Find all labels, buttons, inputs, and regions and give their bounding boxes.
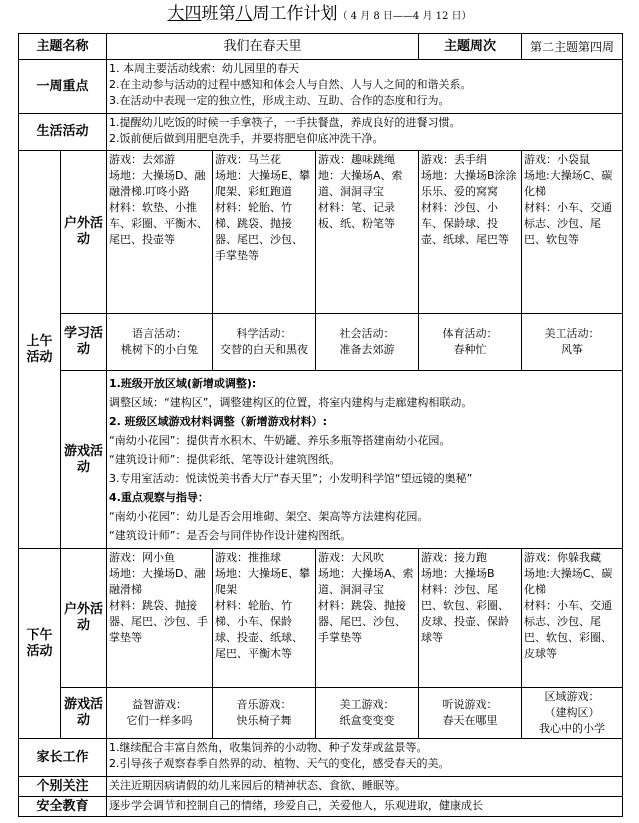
individual-row xyxy=(19,777,623,797)
morning-label: 上午活动 xyxy=(19,151,61,549)
game-type: 音乐游戏： xyxy=(236,698,292,711)
class-name: 大四 xyxy=(167,4,202,24)
week-number: 八 xyxy=(235,4,253,24)
activity-materials: 材料：跳袋、抛接器、尾巴、沙包、手掌垫等 xyxy=(109,599,209,644)
activity-materials: 材料：笔、记录板、纸、粉笔等 xyxy=(318,201,396,230)
theme-week-label: 主题周次 xyxy=(419,34,522,60)
study-type: 体育活动： xyxy=(442,327,498,340)
afternoon-outdoor-cell xyxy=(522,549,623,688)
morning-study-label: 学习活动 xyxy=(61,314,107,371)
activity-place: 场地：大操场B涂涂乐乐、爱的窝窝 xyxy=(421,169,517,198)
activity-game: 游戏：小袋鼠 xyxy=(524,153,591,166)
theme-week-value: 第二主题第四周 xyxy=(522,34,623,60)
activity-materials: 材料：轮胎、竹梯、跳袋、抛接器、尾巴、沙包、手掌垫等 xyxy=(215,201,304,262)
parents-line: 2.引导孩子观察春季自然界的动、植物、天气的变化，感受春天的美。 xyxy=(109,757,450,770)
morning-game-content xyxy=(107,371,623,549)
morning-outdoor-cell xyxy=(419,151,522,314)
afternoon-outdoor-cell xyxy=(419,549,522,688)
life-line: 1.提醒幼儿吃饭的时候一手拿筷子，一手扶餐盘，养成良好的进餐习惯。 xyxy=(109,116,461,129)
afternoon-game-cell xyxy=(213,688,316,739)
game-line: “南幼小花园”：幼儿是否会用堆砌、架空、架高等方法建构花园。 xyxy=(109,510,429,523)
safety-row xyxy=(19,797,623,817)
game-line: “建筑设计师”：提供彩纸、笔等设计建筑图纸。 xyxy=(109,453,341,466)
activity-materials: 材料：沙包、小车、保龄球、投壶、纸球、尾巴等 xyxy=(421,201,510,246)
game-title: 它们一样多吗 xyxy=(126,714,193,727)
game-line: 1.班级开放区域(新增或调整): xyxy=(109,377,257,390)
study-type: 语言活动： xyxy=(132,327,188,340)
activity-game: 游戏：接力跑 xyxy=(421,551,488,564)
date-range: （ 4 月 8 日——4 月 12 日） xyxy=(337,11,472,22)
life-label: 生活活动 xyxy=(19,114,107,151)
game-type: 益智游戏： xyxy=(132,698,188,711)
afternoon-game-cell xyxy=(522,688,623,739)
plan-title xyxy=(0,0,639,28)
afternoon-game-cell xyxy=(419,688,522,739)
parents-label: 家长工作 xyxy=(19,739,107,777)
game-title: 纸盒变变变 xyxy=(339,714,395,727)
safety-label: 安全教育 xyxy=(19,797,107,817)
life-line: 2.饭前便后做到用肥皂洗手，并要将肥皂仰底冲洗干净。 xyxy=(109,132,384,145)
activity-game: 游戏：大风吹 xyxy=(318,551,385,564)
individual-label: 个别关注 xyxy=(19,777,107,797)
study-type: 科学活动： xyxy=(236,327,292,340)
activity-materials: 材料：小车、交通标志、沙包、尾巴、软包等 xyxy=(524,201,613,246)
game-line: 4.重点观察与指导： xyxy=(109,491,209,504)
study-type: 美工活动： xyxy=(544,327,600,340)
morning-outdoor-row xyxy=(19,151,623,314)
study-title: 春种忙 xyxy=(453,343,487,356)
study-type: 社会活动： xyxy=(339,327,395,340)
afternoon-game-row xyxy=(19,688,623,739)
weekly-plan-table xyxy=(18,33,623,817)
afternoon-game-label: 游戏活动 xyxy=(61,688,107,739)
game-area: （建构区） xyxy=(544,706,600,719)
study-title: 交替的白天和黑夜 xyxy=(220,343,309,356)
parents-row xyxy=(19,739,623,777)
study-cell xyxy=(316,314,419,371)
game-type: 美工游戏： xyxy=(339,698,395,711)
activity-game: 游戏：马兰花 xyxy=(215,153,282,166)
morning-game-row xyxy=(19,371,623,549)
activity-materials: 材料：软垫、小推车、彩圈、平衡木、尾巴、投壶等 xyxy=(109,201,209,246)
game-type: 区域游戏： xyxy=(544,690,600,703)
activity-game: 游戏：趣味跳绳 xyxy=(318,153,396,166)
study-title: 桃树下的小白兔 xyxy=(121,343,199,356)
parents-content xyxy=(107,739,623,777)
morning-study-row xyxy=(19,314,623,371)
life-content xyxy=(107,114,623,151)
plan-word: 周工作计划 xyxy=(252,4,338,24)
focus-line: 3.在活动中表现一定的独立性，形成主动、互助、合作的态度和行为。 xyxy=(109,94,450,107)
class-word: 班第 xyxy=(201,4,236,24)
activity-place: 场地：大操场D、融融滑梯 xyxy=(109,567,206,596)
activity-place: 场地:大操场C、碳化梯 xyxy=(524,567,613,596)
parents-line: 1.继续配合丰富自然角，收集饲养的小动物、种子发芽或盆景等。 xyxy=(109,741,428,754)
individual-content: 关注近期因病请假的幼儿来园后的精神状态、食欲、睡眠等。 xyxy=(107,777,623,797)
study-title: 准备去郊游 xyxy=(339,343,395,356)
game-title: 快乐椅子舞 xyxy=(236,714,292,727)
afternoon-game-cell xyxy=(316,688,419,739)
focus-label: 一周重点 xyxy=(19,60,107,114)
activity-place: 场地：大操场E、攀爬架 xyxy=(215,567,310,596)
activity-place: 场地:大操场C、碳化梯 xyxy=(524,169,613,198)
life-row xyxy=(19,114,623,151)
morning-outdoor-cell xyxy=(522,151,623,314)
activity-place: 场地：大操场A、索道、洞洞寻宝 xyxy=(318,567,414,596)
afternoon-outdoor-cell xyxy=(107,549,213,688)
theme-row xyxy=(19,34,623,60)
study-cell xyxy=(213,314,316,371)
study-title: 风筝 xyxy=(561,343,584,356)
game-title: 我心中的小学 xyxy=(539,722,606,735)
afternoon-label: 下午活动 xyxy=(19,549,61,739)
theme-label: 主题名称 xyxy=(19,34,107,60)
focus-content xyxy=(107,60,623,114)
afternoon-game-cell xyxy=(107,688,213,739)
study-cell xyxy=(522,314,623,371)
game-line: “建筑设计师”：是否会与同伴协作设计建构图纸。 xyxy=(109,529,352,542)
activity-materials: 材料：跳袋、抛接器、尾巴、沙包、手掌垫等 xyxy=(318,599,407,644)
activity-place: 场地：大操场E、攀爬架、彩虹跑道 xyxy=(215,169,310,198)
focus-line: 2.在主动参与活动的过程中感知和体会人与自然、人与人之间的和谐关系。 xyxy=(109,78,472,91)
morning-game-label: 游戏活动 xyxy=(61,371,107,549)
game-line: 3.专用室活动：悦读悦美书香大厅“春天里”；小发明科学馆“望远镜的奥秘” xyxy=(109,472,473,485)
activity-game: 游戏：丢手绢 xyxy=(421,153,488,166)
activity-materials: 材料：轮胎、竹梯、小车、保龄球、投壶、纸球、尾巴、平衡木等 xyxy=(215,599,304,660)
afternoon-outdoor-cell xyxy=(316,549,419,688)
activity-game: 游戏：去郊游 xyxy=(109,153,176,166)
activity-place: 场地：大操场D、融融滑梯.叮咚小路 xyxy=(109,169,206,198)
activity-materials: 材料：沙包、尾巴、软包、彩圈、皮球、投壶、保龄球等 xyxy=(421,583,510,644)
game-line: 2. 班级区域游戏材料调整（新增游戏材料）: xyxy=(109,415,328,428)
game-type: 听说游戏： xyxy=(442,698,498,711)
activity-game: 游戏：网小鱼 xyxy=(109,551,176,564)
afternoon-outdoor-label: 户外活动 xyxy=(61,549,107,688)
study-cell xyxy=(107,314,213,371)
morning-outdoor-cell xyxy=(316,151,419,314)
activity-place: 地：大操场A、索道、洞洞寻宝 xyxy=(318,169,403,198)
activity-materials: 材料：小车、交通标志、沙包、尾巴、软包、彩圈、皮球等 xyxy=(524,599,613,660)
safety-content: 逐步学会调节和控制自己的情绪，珍爱自己，关爱他人，乐观进取，健康成长 xyxy=(107,797,623,817)
morning-outdoor-cell xyxy=(213,151,316,314)
game-title: 春天在哪里 xyxy=(442,714,498,727)
theme-value: 我们在春天里 xyxy=(107,34,419,60)
activity-place: 场地：大操场B xyxy=(421,567,495,580)
morning-outdoor-cell xyxy=(107,151,213,314)
focus-row xyxy=(19,60,623,114)
afternoon-outdoor-cell xyxy=(213,549,316,688)
game-line: 调整区域：“建构区”，调整建构区的位置，将室内建构与走廊建构相联动。 xyxy=(109,396,473,409)
activity-game: 游戏：推推球 xyxy=(215,551,282,564)
afternoon-outdoor-row xyxy=(19,549,623,688)
activity-game: 游戏：你躲我藏 xyxy=(524,551,602,564)
game-line: “南幼小花园”：提供青水积木、牛奶罐、养乐多瓶等搭建南幼小花园。 xyxy=(109,434,451,447)
morning-outdoor-label: 户外活动 xyxy=(61,151,107,314)
study-cell xyxy=(419,314,522,371)
focus-line: 1. 本周主要活动线索：幼儿园里的春天 xyxy=(109,62,300,75)
